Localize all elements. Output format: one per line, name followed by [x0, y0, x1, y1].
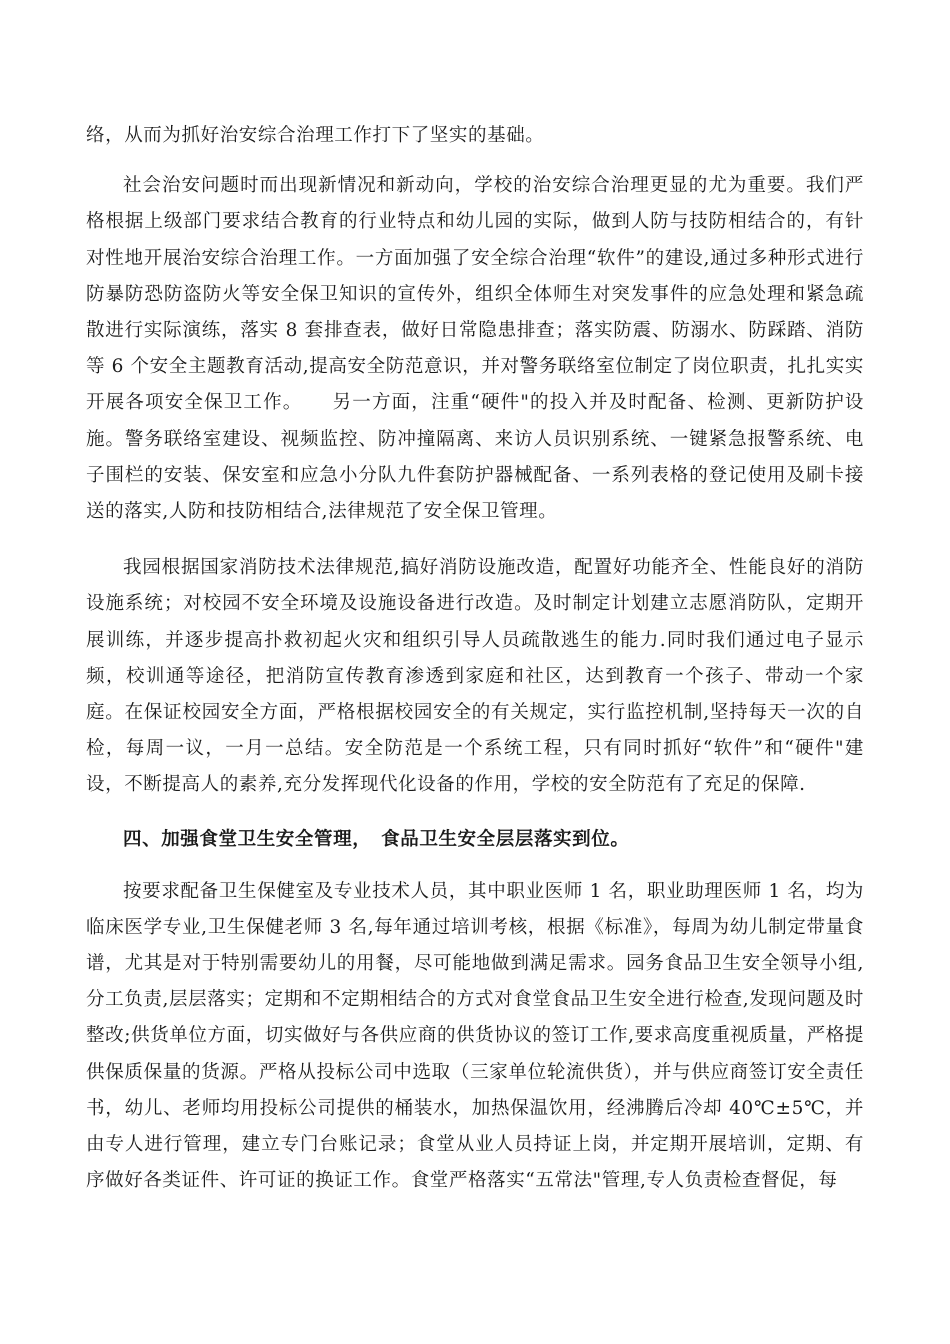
section-heading-canteen-safety: 四、加强食堂卫生安全管理， 食品卫生安全层层落实到位。 — [123, 828, 630, 850]
paragraph-canteen-hygiene: 按要求配备卫生保健室及专业技术人员，其中职业医师 1 名，职业助理医师 1 名，均为临床医学专业,卫生保健老师 3 名,每年通过培训考核，根据《标准》，每周为幼儿制定带量食谱，尤其是对于特别需要幼儿的用餐，尽可能地做到满足需求。园务食品卫生安全领导小组,分工负责,层层落实；定期和不定期相结合的方式对食堂食品卫生安全进行检查,发现问题及时整改;供货单位方面，切实做好与各供应商的供货协议的签订工作,要求高度重视质量，严格提供保质保量的货源。严格从投标公司中选取（三家单位轮流供货），并与供应商签订安全责任书，幼儿、老师均用投标公司提供的桶装水，加热保温饮用，经沸腾后冷却 40℃±5℃，并由专人进行管理，建立专门台账记录；食堂从业人员持证上岗，并定期开展培训，定期、有序做好各类证件、许可证的换证工作。食堂严格落实“五常法"管理,专人负责检查督促，每 — [86, 880, 864, 1192]
paragraph-continuation: 络，从而为抓好治安综合治理工作打下了坚实的基础。 — [86, 125, 545, 146]
paragraph-fire-safety: 我园根据国家消防技术法律规范,搞好消防设施改造，配置好功能齐全、性能良好的消防设施系统；对校园不安全环境及设施设备进行改造。及时制定计划建立志愿消防队，定期开展训练，并逐步提高扑救初起火灾和组织引导人员疏散逃生的能力.同时我们通过电子显示频，校训通等途径，把消防宣传教育渗透到家庭和社区，达到教育一个孩子、带动一个家庭。在保证校园安全方面，严格根据校园安全的有关规定，实行监控机制,坚持每天一次的自检，每周一议，一月一总结。安全防范是一个系统工程，只有同时抓好“软件”和“硬件"建设，不断提高人的素养,充分发挥现代化设备的作用，学校的安全防范有了充足的保障. — [86, 557, 864, 796]
paragraph-security-management: 社会治安问题时而出现新情况和新动向，学校的治安综合治理更显的尤为重要。我们严格根据上级部门要求结合教育的行业特点和幼儿园的实际，做到人防与技防相结合的，有针对性地开展治安综合治理工作。一方面加强了安全综合治理“软件”的建设,通过多种形式进行防暴防恐防盗防火等安全保卫知识的宣传外，组织全体师生对突发事件的应急处理和紧急疏散进行实际演练，落实 8 套排查表，做好日常隐患排查；落实防震、防溺水、防踩踏、消防等 6 个安全主题教育活动,提高安全防范意识，并对警务联络室位制定了岗位职责，扎扎实实开展各项安全保卫工作。 另一方面，注重“硬件"的投入并及时配备、检测、更新防护设施。警务联络室建设、视频监控、防冲撞隔离、来访人员识别系统、一键紧急报警系统、电子围栏的安装、保安室和应急小分队九件套防护器械配备、一系列表格的登记使用及刷卡接送的落实,人防和技防相结合,法律规范了安全保卫管理。 — [86, 175, 864, 523]
document-body — [86, 118, 864, 1199]
